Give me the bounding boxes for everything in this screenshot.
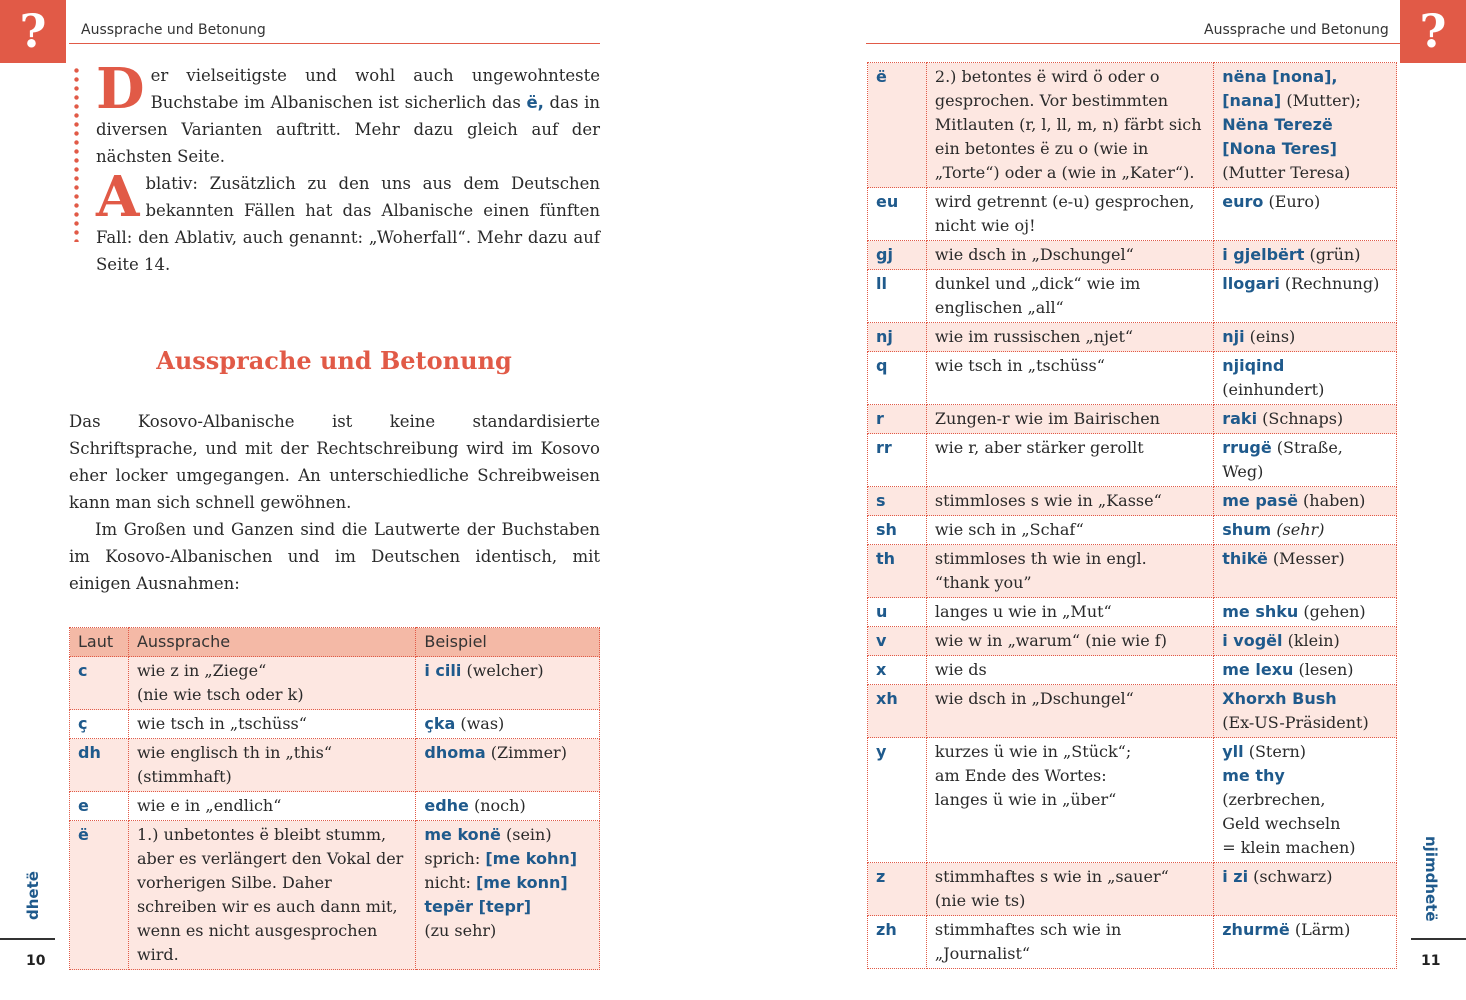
laut-cell: y bbox=[868, 738, 927, 863]
page-number-right: 11 bbox=[1421, 953, 1441, 969]
beispiel-cell: edhe (noch) bbox=[416, 792, 600, 821]
laut-cell: ë bbox=[868, 63, 927, 188]
body-text bbox=[69, 408, 600, 597]
laut-cell: rr bbox=[868, 434, 927, 487]
intro-text-2: blativ: Zusätzlich zu den uns aus dem Deutschen bekannten Fällen hat das Albanische einen fünften Fall: den Ablativ, auch genannt: „Woherfall“. Mehr dazu auf Seite 14. bbox=[96, 174, 600, 274]
aussprache-cell: wird getrennt (e-u) gesprochen, nicht wie oj! bbox=[926, 188, 1213, 241]
beispiel-cell: dhoma (Zimmer) bbox=[416, 739, 600, 792]
aussprache-cell: 2.) betontes ë wird ö oder o gesprochen. Vor bestimmten Mitlauten (r, l, ll, m, n) färbt sich ein betontes ë zu o (wie in „Torte“) oder a (wie in „Kater“). bbox=[926, 63, 1213, 188]
section-title: Aussprache und Betonung bbox=[156, 346, 512, 375]
header-rule-right bbox=[866, 43, 1400, 44]
table-row bbox=[70, 792, 600, 821]
dotted-margin-decoration bbox=[74, 66, 79, 242]
question-mark-icon: ? bbox=[1400, 0, 1466, 63]
page-word-right: njimdhetë bbox=[1422, 836, 1440, 922]
aussprache-cell: wie dsch in „Dschungel“ bbox=[926, 241, 1213, 270]
beispiel-cell: çka (was) bbox=[416, 710, 600, 739]
table-row bbox=[868, 352, 1397, 405]
beispiel-cell: nëna [nona], [nana] (Mutter); Nëna Terezë [Nona Teres] (Mutter Teresa) bbox=[1214, 63, 1397, 188]
beispiel-cell: thikë (Messer) bbox=[1214, 545, 1397, 598]
table-row bbox=[868, 323, 1397, 352]
laut-cell: xh bbox=[868, 685, 927, 738]
table-row bbox=[868, 188, 1397, 241]
aussprache-cell: stimmhaftes sch wie in „Journalist“ bbox=[926, 916, 1213, 969]
laut-cell: x bbox=[868, 656, 927, 685]
aussprache-cell: dunkel und „dick“ wie im englischen „all“ bbox=[926, 270, 1213, 323]
beispiel-cell: Xhorxh Bush (Ex-US-Präsident) bbox=[1214, 685, 1397, 738]
table-row bbox=[868, 516, 1397, 545]
beispiel-cell: raki (Schnaps) bbox=[1214, 405, 1397, 434]
page-word-left: dhetë bbox=[24, 871, 42, 920]
table-row bbox=[868, 863, 1397, 916]
table-row bbox=[868, 598, 1397, 627]
laut-cell: v bbox=[868, 627, 927, 656]
table-row bbox=[868, 434, 1397, 487]
laut-cell: s bbox=[868, 487, 927, 516]
column-header-laut: Laut bbox=[70, 628, 129, 657]
table-row bbox=[70, 821, 600, 970]
table-row bbox=[868, 545, 1397, 598]
table-row bbox=[868, 487, 1397, 516]
aussprache-cell: wie e in „endlich“ bbox=[128, 792, 415, 821]
aussprache-cell: wie ds bbox=[926, 656, 1213, 685]
laut-cell: ll bbox=[868, 270, 927, 323]
pronunciation-table-right bbox=[867, 62, 1397, 969]
table-row bbox=[868, 916, 1397, 969]
laut-cell: sh bbox=[868, 516, 927, 545]
laut-cell: th bbox=[868, 545, 927, 598]
drop-cap-d: D bbox=[96, 56, 145, 122]
aussprache-cell: stimmloses s wie in „Kasse“ bbox=[926, 487, 1213, 516]
table-row bbox=[70, 710, 600, 739]
running-header-left: Aussprache und Betonung bbox=[81, 22, 266, 38]
running-header-right: Aussprache und Betonung bbox=[1204, 22, 1389, 38]
aussprache-cell: wie englisch th in „this“ (stimmhaft) bbox=[128, 739, 415, 792]
aussprache-cell: wie z in „Ziege“ (nie wie tsch oder k) bbox=[128, 657, 415, 710]
aussprache-cell: Zungen-r wie im Bairischen bbox=[926, 405, 1213, 434]
intro-highlight: ë, bbox=[526, 93, 544, 112]
laut-cell: r bbox=[868, 405, 927, 434]
body-paragraph: Im Großen und Ganzen sind die Lautwerte der Buchstaben im Kosovo-Albanischen und im Deutschen identisch, mit einigen Ausnahmen: bbox=[69, 520, 600, 593]
table-row bbox=[868, 685, 1397, 738]
beispiel-cell: yll (Stern) me thy (zerbrechen, Geld wechseln = klein machen) bbox=[1214, 738, 1397, 863]
aussprache-cell: wie im russischen „njet“ bbox=[926, 323, 1213, 352]
laut-cell: dh bbox=[70, 739, 129, 792]
drop-cap-a: A bbox=[96, 164, 140, 230]
laut-cell: gj bbox=[868, 241, 927, 270]
intro-paragraph-1 bbox=[96, 56, 600, 170]
laut-cell: nj bbox=[868, 323, 927, 352]
aussprache-cell: kurzes ü wie in „Stück“; am Ende des Wortes: langes ü wie in „über“ bbox=[926, 738, 1213, 863]
table-row bbox=[868, 656, 1397, 685]
beispiel-cell: shum (sehr) bbox=[1214, 516, 1397, 545]
column-header-aussprache: Aussprache bbox=[128, 628, 415, 657]
laut-cell: e bbox=[70, 792, 129, 821]
beispiel-cell: i vogël (klein) bbox=[1214, 627, 1397, 656]
beispiel-cell: euro (Euro) bbox=[1214, 188, 1397, 241]
laut-cell: zh bbox=[868, 916, 927, 969]
intro-text: er vielseitigste und wohl auch ungewohnteste Buchstabe im Albanischen ist sicherlich das bbox=[150, 66, 600, 112]
question-mark-icon: ? bbox=[0, 0, 66, 63]
table-row bbox=[868, 405, 1397, 434]
aussprache-cell: wie sch in „Schaf“ bbox=[926, 516, 1213, 545]
column-header-beispiel: Beispiel bbox=[416, 628, 600, 657]
laut-cell: eu bbox=[868, 188, 927, 241]
aussprache-cell: stimmloses th wie in engl. “thank you” bbox=[926, 545, 1213, 598]
laut-cell: q bbox=[868, 352, 927, 405]
intro-paragraph-2 bbox=[96, 164, 600, 278]
beispiel-cell: njiqind (einhundert) bbox=[1214, 352, 1397, 405]
page-number-rule-right bbox=[1411, 938, 1466, 940]
aussprache-cell: stimmhaftes s wie in „sauer“ (nie wie ts) bbox=[926, 863, 1213, 916]
beispiel-cell: me pasë (haben) bbox=[1214, 487, 1397, 516]
beispiel-cell: me konë (sein) sprich: [me kohn] nicht: [me konn] tepër [tepr] (zu sehr) bbox=[416, 821, 600, 970]
table-row bbox=[868, 270, 1397, 323]
aussprache-cell: langes u wie in „Mut“ bbox=[926, 598, 1213, 627]
table-row bbox=[868, 63, 1397, 188]
table-row bbox=[70, 657, 600, 710]
aussprache-cell: wie dsch in „Dschungel“ bbox=[926, 685, 1213, 738]
beispiel-cell: nji (eins) bbox=[1214, 323, 1397, 352]
intro-text-after: das in diversen Varianten auftritt. Mehr dazu gleich auf der nächsten Seite. bbox=[96, 93, 600, 166]
page-number-left: 10 bbox=[26, 953, 46, 969]
beispiel-cell: zhurmë (Lärm) bbox=[1214, 916, 1397, 969]
aussprache-cell: 1.) unbetontes ë bleibt stumm, aber es verlängert den Vokal der vorherigen Silbe. Daher schreiben wir es auch dann mit, wenn es nicht ausgesprochen wird. bbox=[128, 821, 415, 970]
aussprache-cell: wie tsch in „tschüss“ bbox=[128, 710, 415, 739]
page-number-rule-left bbox=[0, 938, 55, 940]
aussprache-cell: wie r, aber stärker gerollt bbox=[926, 434, 1213, 487]
beispiel-cell: rrugë (Straße, Weg) bbox=[1214, 434, 1397, 487]
header-rule-left bbox=[69, 43, 600, 44]
aussprache-cell: wie tsch in „tschüss“ bbox=[926, 352, 1213, 405]
laut-cell: ë bbox=[70, 821, 129, 970]
laut-cell: u bbox=[868, 598, 927, 627]
beispiel-cell: i cili (welcher) bbox=[416, 657, 600, 710]
laut-cell: ç bbox=[70, 710, 129, 739]
aussprache-cell: wie w in „warum“ (nie wie f) bbox=[926, 627, 1213, 656]
table-row bbox=[868, 738, 1397, 863]
beispiel-cell: i gjelbërt (grün) bbox=[1214, 241, 1397, 270]
body-paragraph: Das Kosovo-Albanische ist keine standardisierte Schriftsprache, und mit der Rechtschreibung wird im Kosovo eher locker umgegangen. An unterschiedliche Schreibweisen kann man sich schnell gewöhnen. bbox=[69, 412, 600, 512]
table-row bbox=[868, 241, 1397, 270]
pronunciation-table-left bbox=[69, 627, 600, 970]
laut-cell: z bbox=[868, 863, 927, 916]
table-row bbox=[70, 739, 600, 792]
beispiel-cell: me lexu (lesen) bbox=[1214, 656, 1397, 685]
beispiel-cell: llogari (Rechnung) bbox=[1214, 270, 1397, 323]
laut-cell: c bbox=[70, 657, 129, 710]
beispiel-cell: i zi (schwarz) bbox=[1214, 863, 1397, 916]
table-row bbox=[868, 627, 1397, 656]
beispiel-cell: me shku (gehen) bbox=[1214, 598, 1397, 627]
